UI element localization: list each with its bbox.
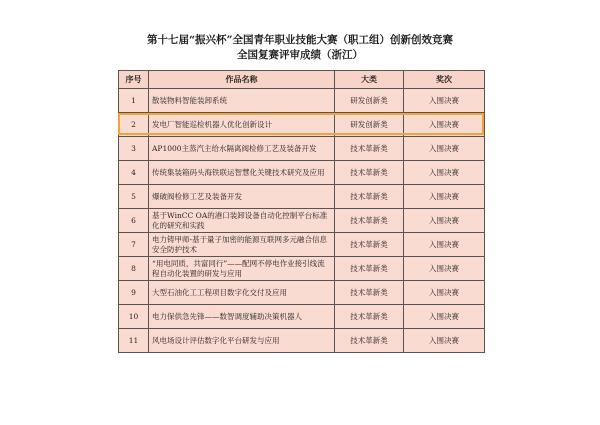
cell-award: 入围决赛 [404,137,485,161]
cell-category: 技术革新类 [335,281,404,305]
table-row [119,161,485,185]
cell-award: 入围决赛 [404,329,485,353]
cell-work-name: 传统集装箱码头海铁联运智慧化关键技术研究及应用 [149,161,335,185]
cell-work-name: 电力保供急先锋——数智调度辅助决策机器人 [149,305,335,329]
table-row [119,89,485,113]
cell-work-name: AP1000主蒸汽主给水隔离阀检修工艺及装备开发 [149,137,335,161]
cell-category: 研发创新类 [335,89,404,113]
cell-work-name: 发电厂智能巡检机器人优化创新设计 [149,113,335,137]
cell-award: 入围决赛 [404,89,485,113]
header-number: 序号 [119,71,149,89]
cell-number: 2 [119,113,149,137]
table-row [119,281,485,305]
table-row [119,185,485,209]
cell-work-name: 散装物料智能装卸系统 [149,89,335,113]
cell-number: 8 [119,257,149,281]
cell-category: 技术革新类 [335,257,404,281]
cell-category: 技术革新类 [335,305,404,329]
cell-category: 技术革新类 [335,329,404,353]
cell-category: 技术革新类 [335,161,404,185]
table-row [119,137,485,161]
cell-award: 入围决赛 [404,161,485,185]
cell-award: 入围决赛 [404,257,485,281]
cell-number: 5 [119,185,149,209]
cell-award: 入围决赛 [404,209,485,233]
title-line-1: 第十七届“振兴杯”全国青年职业技能大赛（职工组）创新创效竞赛 [146,34,454,46]
cell-number: 11 [119,329,149,353]
table-row [119,257,485,281]
cell-category: 技术革新类 [335,185,404,209]
cell-number: 10 [119,305,149,329]
cell-award: 入围决赛 [404,113,485,137]
cell-award: 入围决赛 [404,185,485,209]
cell-category: 技术革新类 [335,209,404,233]
cell-work-name: 风电场设计评估数字化平台研发与应用 [149,329,335,353]
header-category: 大类 [335,71,404,89]
cell-work-name: 电力铸甲师-基于量子加密的能源互联网多元融合信息安全防护技术 [149,233,335,257]
cell-number: 3 [119,137,149,161]
table-row [119,209,485,233]
cell-category: 技术革新类 [335,233,404,257]
cell-number: 6 [119,209,149,233]
table-body [119,89,485,353]
header-award: 奖次 [404,71,485,89]
cell-category: 技术革新类 [335,137,404,161]
cell-work-name: 大型石油化工工程项目数字化交付及应用 [149,281,335,305]
cell-award: 入围决赛 [404,305,485,329]
table-row [119,329,485,353]
cell-number: 7 [119,233,149,257]
cell-work-name: 基于WinCC OA的港口装卸设备自动化控制平台标准化的研究和实践 [149,209,335,233]
table-row [119,233,485,257]
cell-work-name: 爆破阀检修工艺及装备开发 [149,185,335,209]
cell-number: 9 [119,281,149,305]
document-title [0,33,600,63]
cell-category: 研发创新类 [335,113,404,137]
title-line-2: 全国复赛评审成绩（浙江） [237,49,363,61]
cell-number: 4 [119,161,149,185]
table-header-row [119,71,485,89]
results-table [118,70,485,353]
table-row [119,113,485,137]
table-row [119,305,485,329]
cell-award: 入围决赛 [404,233,485,257]
cell-number: 1 [119,89,149,113]
cell-award: 入围决赛 [404,281,485,305]
header-work-name: 作品名称 [149,71,335,89]
cell-work-name: “用电同质，共富同行”——配网不停电作业接引线流程自动化装置的研发与应用 [149,257,335,281]
